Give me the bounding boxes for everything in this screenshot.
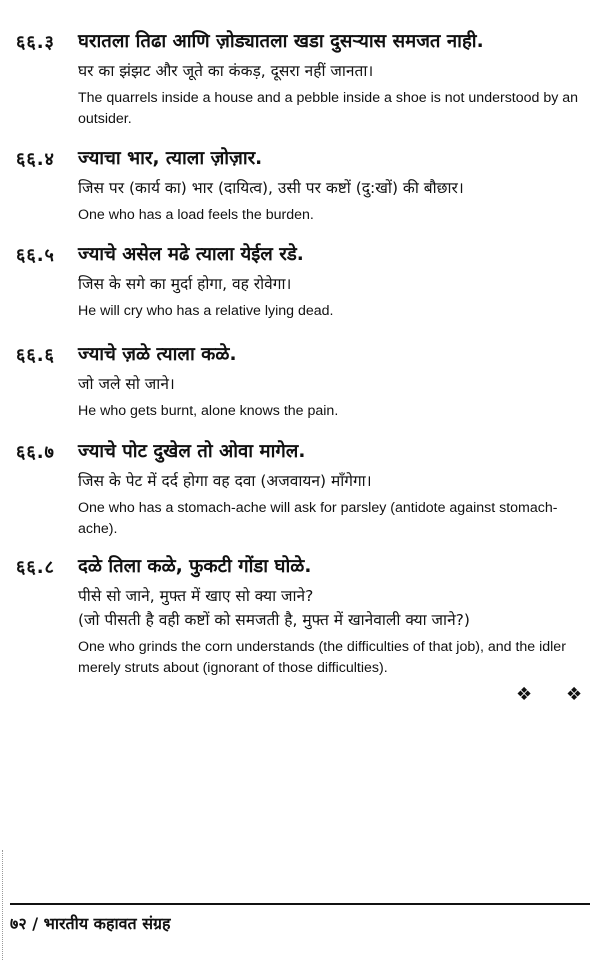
english-translation: One who grinds the corn understands (the difficulties of that job), and the idler merely struts about (ignorant of those difficulties). — [78, 639, 566, 676]
ornament-icon: ❖ — [566, 684, 583, 705]
marathi-proverb: ज्याचे असेल मढे त्याला येईल रडे. — [78, 244, 304, 265]
proverb-body — [78, 343, 582, 422]
marathi-proverb: ज्याचा भार, त्याला ज़ोज़ार. — [78, 148, 263, 169]
hindi-translation: जिस पर (कार्य का) भार (दायित्व), उसी पर कष्टों (दु:खों) की बौछार। — [78, 179, 464, 197]
scan-speckles — [2, 850, 11, 960]
proverb-number: ६६.८ — [16, 557, 55, 578]
footer-rule — [10, 903, 590, 905]
marathi-proverb: घरातला तिढा आणि ज़ोड्यातला खडा दुसऱ्यास समजत नाही. — [78, 31, 484, 52]
proverb-number: ६६.५ — [16, 245, 55, 266]
hindi-translation: पीसे सो जाने, मुफ्त में खाए सो क्या जाने? — [78, 587, 314, 605]
english-translation: One who has a load feels the burden. — [78, 207, 314, 223]
proverb-number: ६६.६ — [16, 345, 55, 366]
proverb-body — [78, 440, 582, 540]
hindi-translation: जिस के पेट में दर्द होगा वह दवा (अजवायन) माँगेगा। — [78, 472, 372, 490]
english-translation: One who has a stomach-ache will ask for parsley (antidote against stomach-ache). — [78, 500, 558, 537]
ornament-icon: ❖ — [516, 684, 533, 705]
hindi-translation: जिस के सगे का मुर्दा होगा, वह रोवेगा। — [78, 275, 292, 293]
page-footer: ७२ / भारतीय कहावत संग्रह — [10, 914, 171, 933]
marathi-proverb: दळे तिला कळे, फुकटी गोंडा घोळे. — [78, 556, 312, 577]
hindi-explanation: (जो पीसती है वही कष्टों को समजती है, मुफ्त में खानेवाली क्या जाने?) — [78, 611, 470, 629]
proverb-number: ६६.४ — [16, 149, 55, 170]
hindi-translation: घर का झंझट और जूते का कंकड़, दूसरा नहीं जानता। — [78, 62, 374, 80]
proverb-number: ६६.७ — [16, 442, 55, 463]
english-translation: He who gets burnt, alone knows the pain. — [78, 403, 339, 419]
hindi-translation: जो जले सो जाने। — [78, 375, 175, 393]
proverb-body — [78, 30, 582, 130]
english-translation: He will cry who has a relative lying dead. — [78, 303, 334, 319]
proverb-number: ६६.३ — [16, 32, 55, 53]
marathi-proverb: ज्याचे ज़ळे त्याला कळे. — [78, 344, 237, 365]
marathi-proverb: ज्याचे पोट दुखेल तो ओवा मागेल. — [78, 441, 306, 462]
proverb-body — [78, 147, 582, 226]
english-translation: The quarrels inside a house and a pebble inside a shoe is not understood by an outsider. — [78, 90, 579, 127]
proverb-body — [78, 555, 582, 679]
proverb-body — [78, 243, 582, 322]
